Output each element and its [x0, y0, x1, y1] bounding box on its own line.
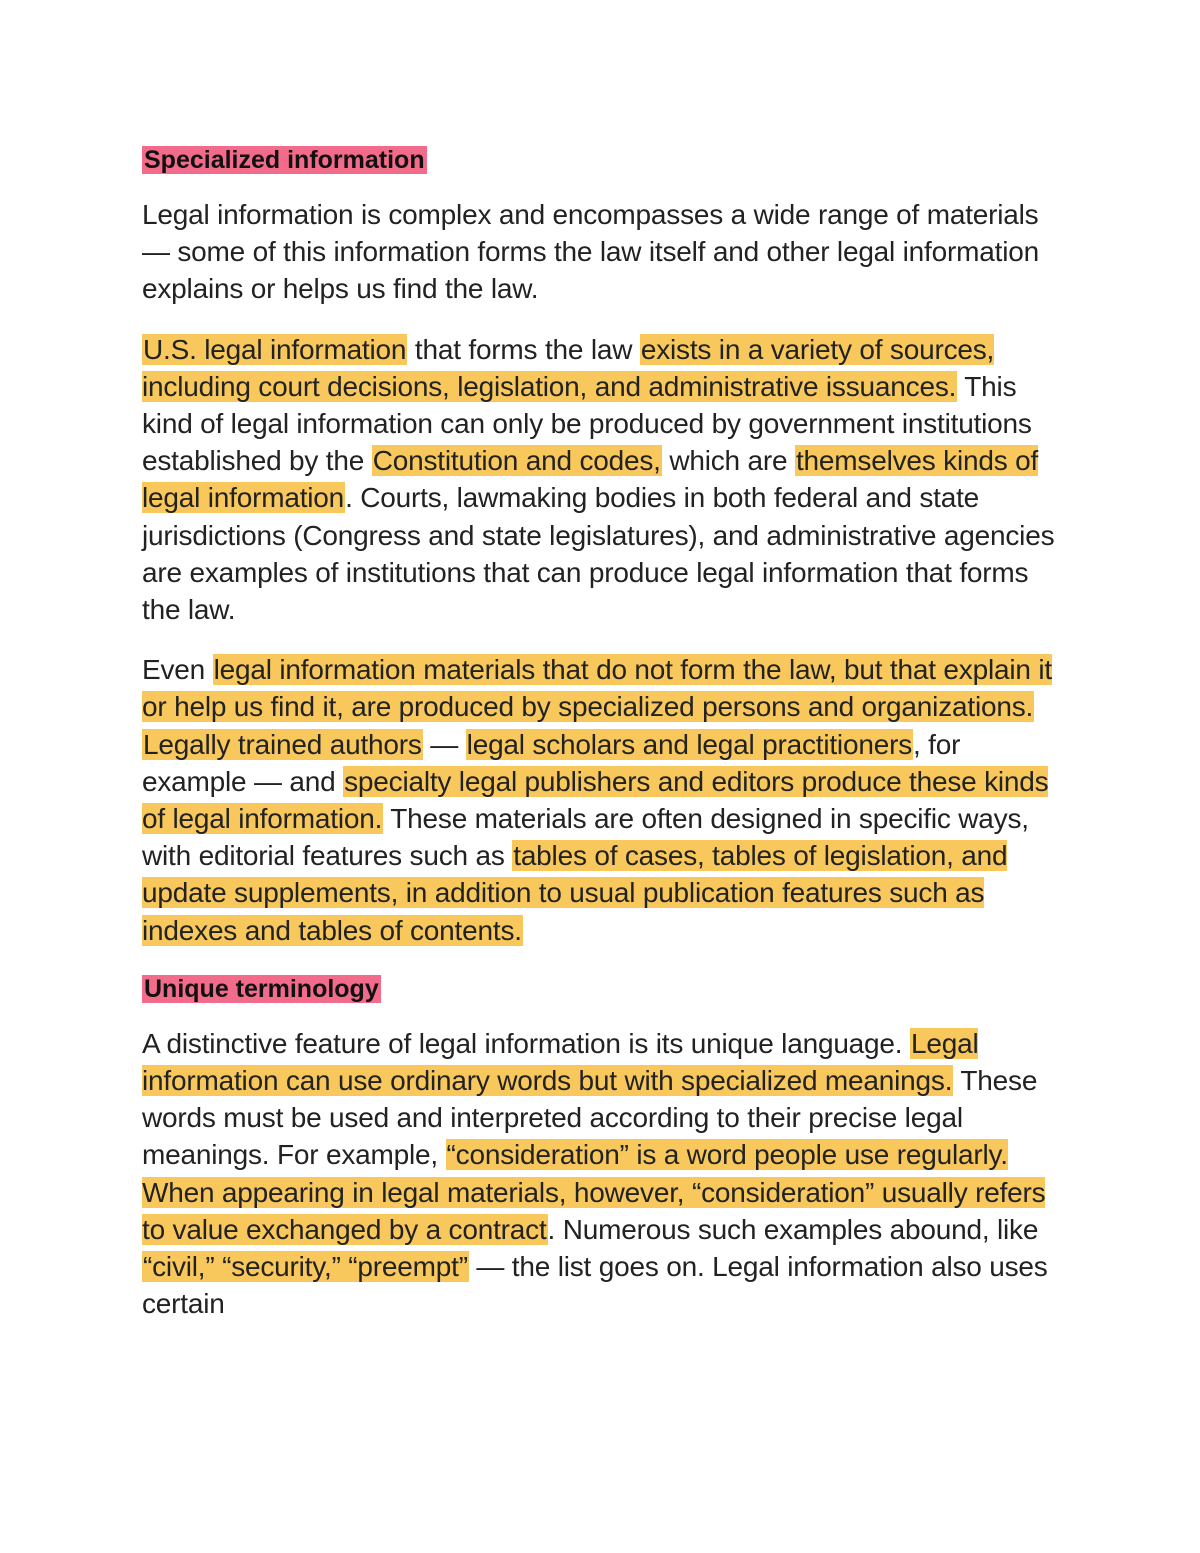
body-text: Legal information is complex and encompasses a wide range of materials — some of this information forms the law itself and other legal information explains or helps us find the law. — [142, 199, 1039, 305]
body-text: which are — [661, 445, 795, 477]
body-text: that forms the law — [407, 333, 640, 365]
body-text: These materials are often designed in specific ways, with editorial features such as — [142, 803, 1029, 872]
highlighted-text: specialty legal publishers and editors produce these kinds of legal information. — [142, 765, 1049, 835]
highlighted-text: legal scholars and legal practitioners — [466, 728, 912, 760]
highlighted-text: Constitution and codes, — [372, 445, 661, 477]
highlighted-text: Legally trained authors — [143, 728, 422, 760]
body-text: . Courts, lawmaking bodies in both federal and state jurisdictions (Congress and state legislatures), and administrative agencies are examples of institutions that can produce legal information that forms the law. — [142, 482, 1055, 626]
highlighted-text: exists in a variety of sources, including court decisions, legislation, and administrative issuances. — [142, 333, 995, 402]
body-text: These words must be used and interpreted according to their precise legal meanings. For example, — [142, 1065, 1038, 1171]
paragraph — [142, 651, 1057, 949]
body-text: A distinctive feature of legal information is its unique language. — [142, 1027, 910, 1059]
highlighted-text: legal information materials that do not form the law, but that explain it or help us find it, are produced by specialized persons and organizations. — [142, 654, 1052, 723]
highlighted-text: tables of cases, tables of legislation, and update supplements, in addition to usual publication features such as indexes and tables of contents. — [142, 840, 1008, 946]
paragraph — [142, 331, 1057, 629]
section-heading-unique-terminology — [142, 972, 1057, 1006]
document-body — [142, 143, 1057, 1345]
paragraph — [142, 1025, 1057, 1323]
highlighted-text: themselves kinds of legal information — [142, 445, 1039, 514]
body-text: This kind of legal information can only be produced by government institutions established by the — [142, 370, 1032, 477]
highlighted-text: U.S. legal information — [143, 333, 407, 365]
section-heading-specialized-information — [142, 143, 1057, 177]
body-text: , for example — and — [142, 728, 961, 797]
heading-highlight: Unique terminology — [144, 974, 379, 1003]
highlighted-text: “civil,” “security,” “preempt” — [143, 1251, 468, 1283]
body-text: — the list goes on. Legal information also uses certain — [142, 1251, 1048, 1320]
body-text: . Numerous such examples abound, like — [547, 1213, 1039, 1245]
body-text: — — [422, 728, 466, 760]
body-text: Even — [142, 654, 213, 686]
heading-highlight: Specialized information — [144, 146, 425, 174]
paragraph — [142, 196, 1057, 308]
highlighted-text: “consideration” is a word people use regularly. When appearing in legal materials, however, “consideration” usually refers to value exchanged by a contract — [142, 1139, 1046, 1245]
highlighted-text: Legal information can use ordinary words but with specialized meanings. — [142, 1027, 979, 1097]
